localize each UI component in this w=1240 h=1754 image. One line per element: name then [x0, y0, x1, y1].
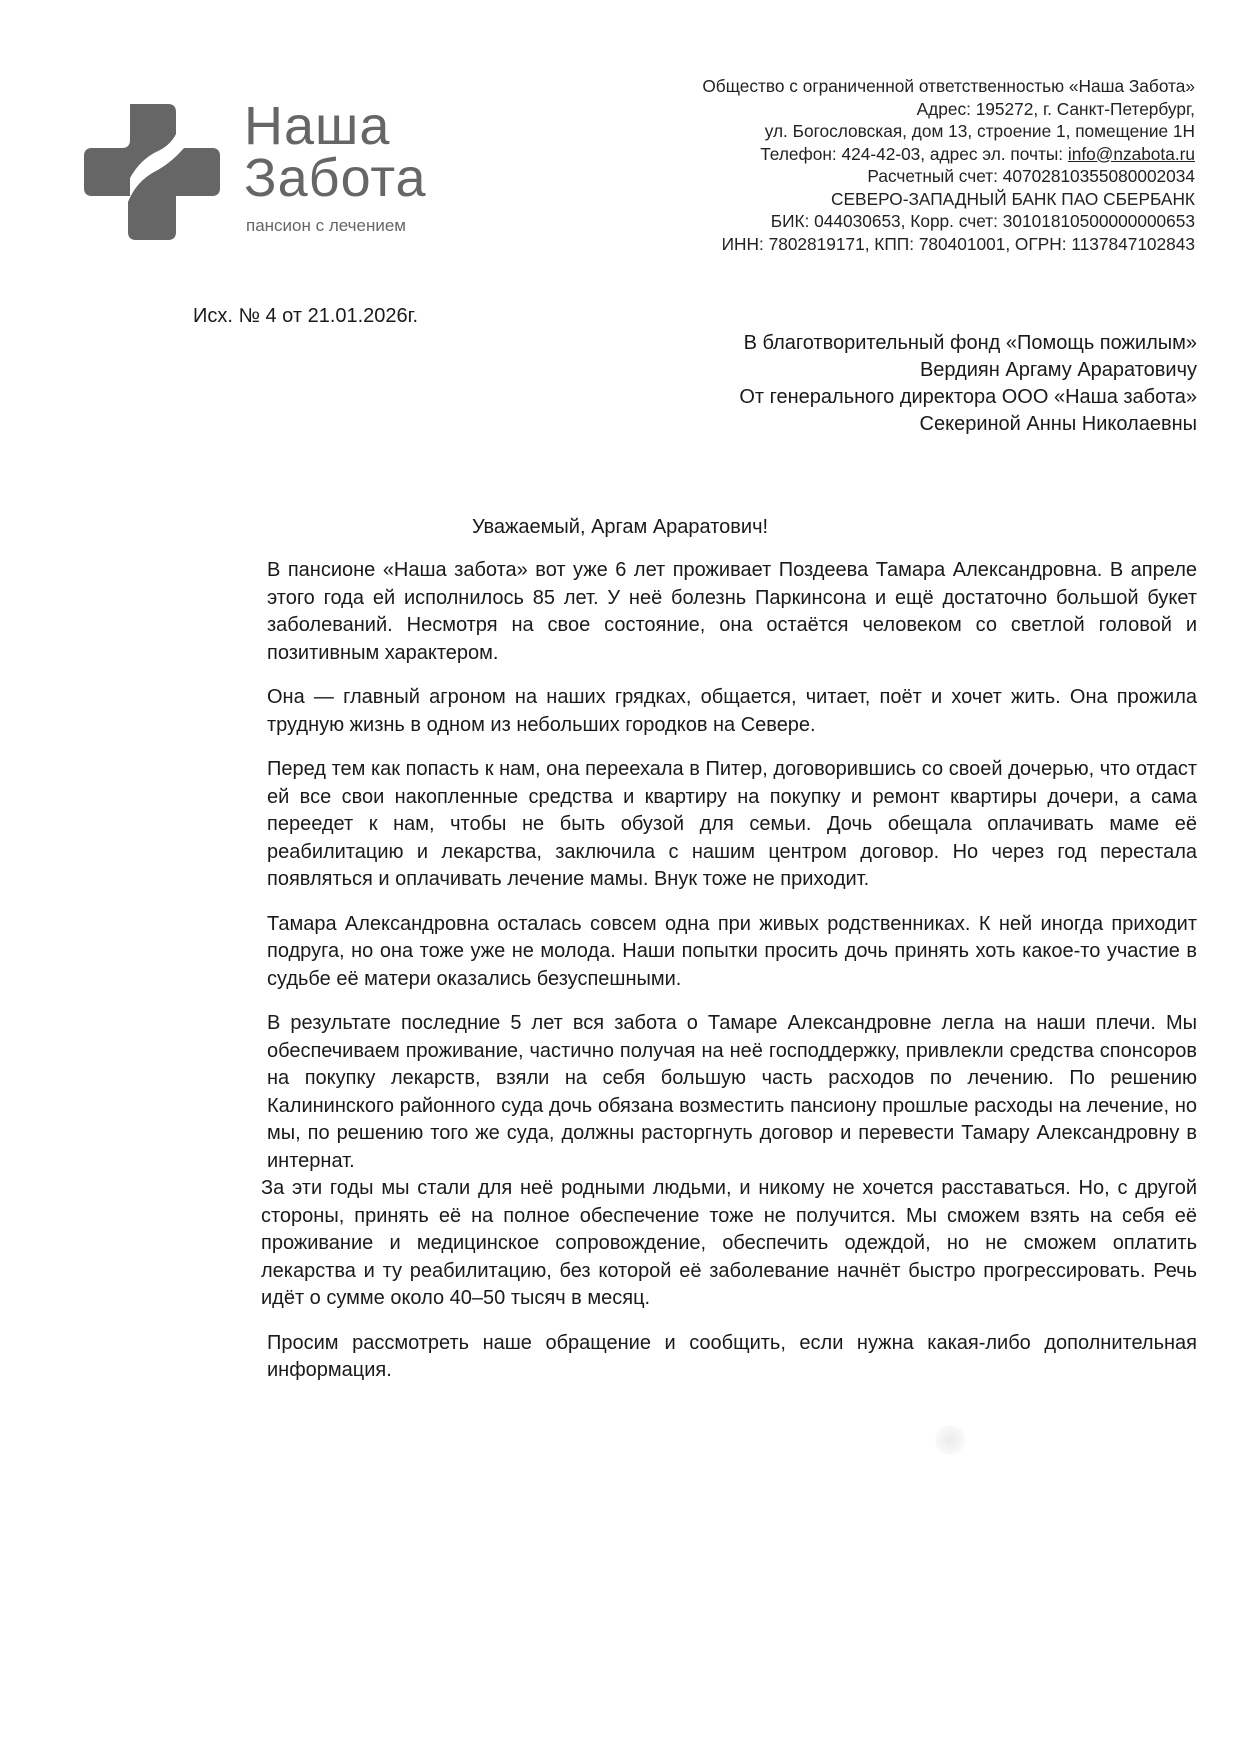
medical-cross-icon	[84, 104, 220, 240]
paragraph: Просим рассмотреть наше обращение и сообщить, если нужна какая-либо дополнительная информация.	[267, 1331, 1197, 1381]
address-line1: Адрес: 195272, г. Санкт-Петербург,	[916, 98, 1195, 119]
contact-line	[575, 143, 1195, 166]
outgoing-number: Исх. № 4 от 21.01.2026г.	[193, 305, 419, 327]
paragraph: За эти годы мы стали для неё родными людьми, и никому не хочется расставаться. Но, с другой стороны, принять её на полное обеспечение тоже не получится. Мы сможем взять на себя её проживание и медицинское сопровождение, обеспечить одеждой, но не сможем оплатить лекарства и ту реабилитацию, без которой её заболевание начнёт быстро прогрессировать. Речь идёт о сумме около 40–50 тысяч в месяц.	[261, 1177, 1197, 1309]
greeting: Уважаемый, Аргам Араратович!	[471, 516, 769, 538]
company-requisites	[575, 75, 1195, 255]
recipient-line1: В благотворительный фонд «Помощь пожилым»	[743, 332, 1197, 354]
recipient-block	[497, 330, 1197, 438]
paragraph: В пансионе «Наша забота» вот уже 6 лет проживает Поздеева Тамара Александровна. В апреле этого года ей исполнилось 85 лет. У неё болезнь Паркинсона и ещё достаточно большой букет заболеваний. Несмотря на свое состояние, она остаётся человеком со светлой головой и позитивным характером.	[267, 559, 1197, 664]
inn-kpp-ogrn: ИНН: 7802819171, КПП: 780401001, ОГРН: 1137847102843	[721, 233, 1195, 254]
logo-name-line1: Наша	[244, 96, 391, 156]
org-name: Общество с ограниченной ответственностью «Наша Забота»	[702, 76, 1195, 96]
email-link[interactable]: info@nzabota.ru	[1067, 143, 1195, 164]
bank-name: СЕВЕРО-ЗАПАДНЫЙ БАНК ПАО СБЕРБАНК	[831, 188, 1195, 209]
sender-line1: От генерального директора ООО «Наша забота»	[739, 386, 1197, 408]
logo-name-line2: Забота	[244, 148, 427, 208]
sender-line2: Секериной Анны Николаевны	[919, 413, 1197, 435]
bank-account: Расчетный счет: 40702810355080002034	[867, 166, 1195, 186]
company-logo	[84, 96, 464, 250]
paragraph: В результате последние 5 лет вся забота о Тамаре Александровне легла на наши плечи. Мы обеспечиваем проживание, частично получая на неё господдержку, привлекли средства спонсоров на покупку лекарств, взяли на себя большую часть расходов по лечению. По решению Калининского районного суда дочь обязана возместить пансиону прошлые расходы на лечение, но мы, по решению того же суда, должны расторгнуть договор и перевести Тамару Александровну в интернат.	[267, 1012, 1197, 1172]
phone-text: Телефон: 424-42-03, адрес эл. почты:	[760, 143, 1068, 164]
recipient-line2: Вердиян Аргаму Араратовичу	[919, 359, 1197, 381]
letter-body	[261, 557, 1197, 1402]
bik-corr-account: БИК: 044030653, Корр. счет: 30101810500000000653	[770, 211, 1195, 231]
logo-tagline: пансион с лечением	[246, 216, 406, 235]
address-line2: ул. Богословская, дом 13, строение 1, помещение 1Н	[764, 121, 1195, 141]
paragraph: Тамара Александровна осталась совсем одна при живых родственниках. К ней иногда приходит подруга, но она тоже уже не молода. Наши попытки просить дочь принять хоть какое-то участие в судьбе её матери оказались безуспешными.	[267, 912, 1197, 990]
paragraph: Она — главный агроном на наших грядках, общается, читает, поёт и хочет жить. Она прожила трудную жизнь в одном из небольших городков на Севере.	[267, 686, 1197, 736]
scan-smudge	[935, 1425, 965, 1455]
paragraph: Перед тем как попасть к нам, она переехала в Питер, договорившись со своей дочерью, что отдаст ей все свои накопленные средства и квартиру на покупку и ремонт квартиры дочери, а сама переедет к нам, чтобы не быть обузой для семьи. Дочь обещала оплачивать маме её реабилитацию и лекарства, заключила с нашим центром договор. Но через год перестала появляться и оплачивать лечение мамы. Внук тоже не приходит.	[267, 758, 1197, 890]
logo-name	[244, 96, 427, 208]
